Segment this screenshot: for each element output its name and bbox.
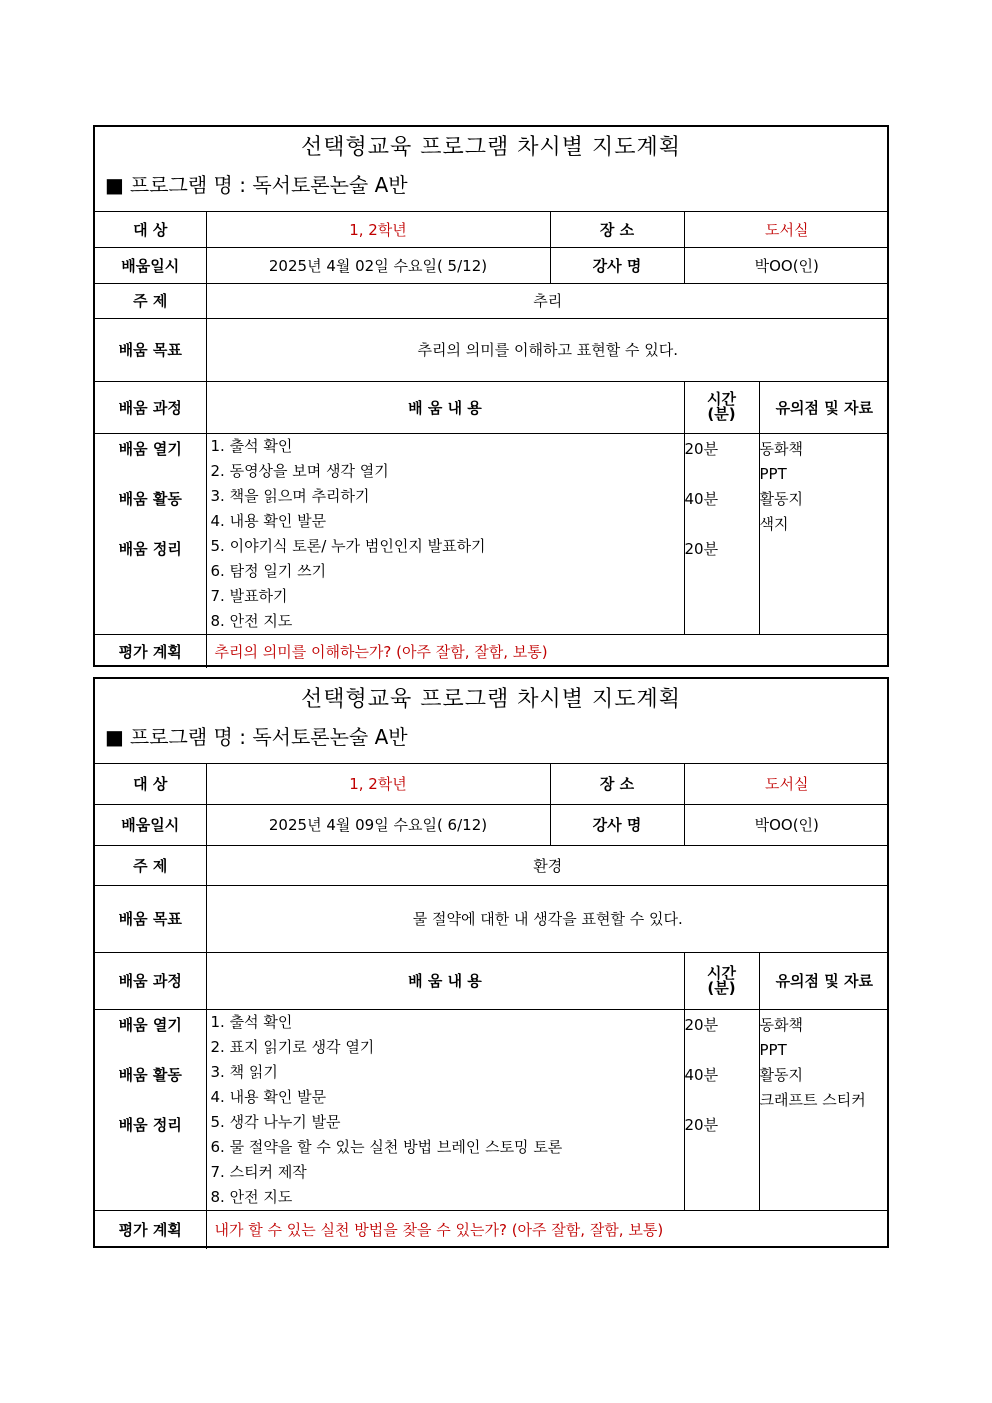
list-item: 4. 내용 확인 발문	[210, 511, 327, 530]
plan-header	[95, 127, 887, 212]
list-item: 1. 출석 확인	[210, 436, 293, 455]
lesson-plan-1	[93, 125, 889, 667]
target-label: 대 상	[95, 764, 206, 804]
evaluation-value: 내가 할 수 있는 실천 방법을 찾을 수 있는가? (아주 잘함, 잘함, 보통)	[206, 1210, 889, 1249]
datetime-label: 배움일시	[95, 247, 206, 283]
time-label: 시간(분)	[684, 952, 759, 1009]
stage-opening: 배움 열기	[118, 439, 182, 458]
datetime-value: 2025년 4월 09일 수요일( 6/12)	[206, 804, 550, 845]
target-label: 대 상	[95, 212, 206, 247]
list-item: 2. 동영상을 보며 생각 열기	[210, 461, 389, 480]
materials-label: 유의점 및 자료	[759, 952, 889, 1009]
list-item: 활동지	[759, 1065, 803, 1084]
list-item: 7. 발표하기	[210, 586, 288, 605]
teacher-label: 강사 명	[550, 804, 684, 845]
list-item: 3. 책 읽기	[210, 1062, 278, 1081]
topic-label: 주 제	[95, 845, 206, 885]
place-value: 도서실	[684, 212, 889, 247]
list-item: 8. 안전 지도	[210, 1187, 293, 1206]
goal-label: 배움 목표	[95, 885, 206, 952]
stage-list	[95, 433, 206, 634]
time-list	[684, 1009, 759, 1210]
stage-closing: 배움 정리	[118, 539, 182, 558]
plan-title: 선택형교육 프로그램 차시별 지도계획	[300, 687, 681, 712]
list-item: 1. 출석 확인	[210, 1012, 293, 1031]
teacher-label: 강사 명	[550, 247, 684, 283]
list-item: PPT	[759, 464, 787, 483]
square-bullet-icon: ■	[105, 173, 124, 197]
step-list	[206, 433, 684, 634]
topic-value: 환경	[206, 845, 889, 885]
topic-value: 추리	[206, 283, 889, 318]
list-item: 5. 생각 나누기 발문	[210, 1112, 341, 1131]
stage-opening: 배움 열기	[118, 1015, 182, 1034]
program-label: 프로그램 명 : 독서토론논술 A반	[129, 173, 408, 197]
time-opening: 20분	[684, 439, 719, 458]
teacher-value: 박OO(인)	[684, 804, 889, 845]
plan-table	[95, 764, 889, 1249]
time-closing: 20분	[684, 1115, 719, 1134]
step-list	[206, 1009, 684, 1210]
time-list	[684, 433, 759, 634]
program-name	[95, 167, 887, 195]
place-label: 장 소	[550, 764, 684, 804]
list-item: PPT	[759, 1040, 787, 1059]
stage-activity: 배움 활동	[118, 1065, 182, 1084]
plan-title: 선택형교육 프로그램 차시별 지도계획	[300, 135, 681, 160]
materials-list	[759, 433, 889, 634]
time-activity: 40분	[684, 1065, 719, 1084]
list-item: 4. 내용 확인 발문	[210, 1087, 327, 1106]
evaluation-label: 평가 계획	[95, 634, 206, 668]
stage-list	[95, 1009, 206, 1210]
datetime-label: 배움일시	[95, 804, 206, 845]
goal-value: 물 절약에 대한 내 생각을 표현할 수 있다.	[206, 885, 889, 952]
place-label: 장 소	[550, 212, 684, 247]
target-value: 1, 2학년	[206, 212, 550, 247]
list-item: 색지	[759, 514, 789, 533]
content-label: 배 움 내 용	[206, 381, 684, 433]
list-item: 6. 물 절약을 할 수 있는 실천 방법 브레인 스토밍 토론	[210, 1137, 563, 1156]
list-item: 2. 표지 읽기로 생각 열기	[210, 1037, 375, 1056]
plan-table	[95, 212, 889, 668]
square-bullet-icon: ■	[105, 725, 124, 749]
content-label: 배 움 내 용	[206, 952, 684, 1009]
list-item: 5. 이야기식 토론/ 누가 범인인지 발표하기	[210, 536, 486, 555]
time-opening: 20분	[684, 1015, 719, 1034]
list-item: 7. 스티커 제작	[210, 1162, 307, 1181]
place-value: 도서실	[684, 764, 889, 804]
time-closing: 20분	[684, 539, 719, 558]
process-label: 배움 과정	[95, 381, 206, 433]
materials-label: 유의점 및 자료	[759, 381, 889, 433]
time-activity: 40분	[684, 489, 719, 508]
list-item: 활동지	[759, 489, 803, 508]
plan-header	[95, 679, 887, 764]
list-item: 6. 탐정 일기 쓰기	[210, 561, 327, 580]
program-name	[95, 719, 887, 747]
stage-activity: 배움 활동	[118, 489, 182, 508]
list-item: 3. 책을 읽으며 추리하기	[210, 486, 370, 505]
topic-label: 주 제	[95, 283, 206, 318]
time-label: 시간(분)	[684, 381, 759, 433]
program-label: 프로그램 명 : 독서토론논술 A반	[129, 725, 408, 749]
stage-closing: 배움 정리	[118, 1115, 182, 1134]
evaluation-value: 추리의 의미를 이해하는가? (아주 잘함, 잘함, 보통)	[206, 634, 889, 668]
lesson-plan-2	[93, 677, 889, 1248]
goal-label: 배움 목표	[95, 318, 206, 381]
list-item: 8. 안전 지도	[210, 611, 293, 630]
process-label: 배움 과정	[95, 952, 206, 1009]
list-item: 크래프트 스티커	[759, 1090, 866, 1109]
teacher-value: 박OO(인)	[684, 247, 889, 283]
datetime-value: 2025년 4월 02일 수요일( 5/12)	[206, 247, 550, 283]
list-item: 동화책	[759, 439, 803, 458]
evaluation-label: 평가 계획	[95, 1210, 206, 1249]
list-item: 동화책	[759, 1015, 803, 1034]
materials-list	[759, 1009, 889, 1210]
target-value: 1, 2학년	[206, 764, 550, 804]
goal-value: 추리의 의미를 이해하고 표현할 수 있다.	[206, 318, 889, 381]
